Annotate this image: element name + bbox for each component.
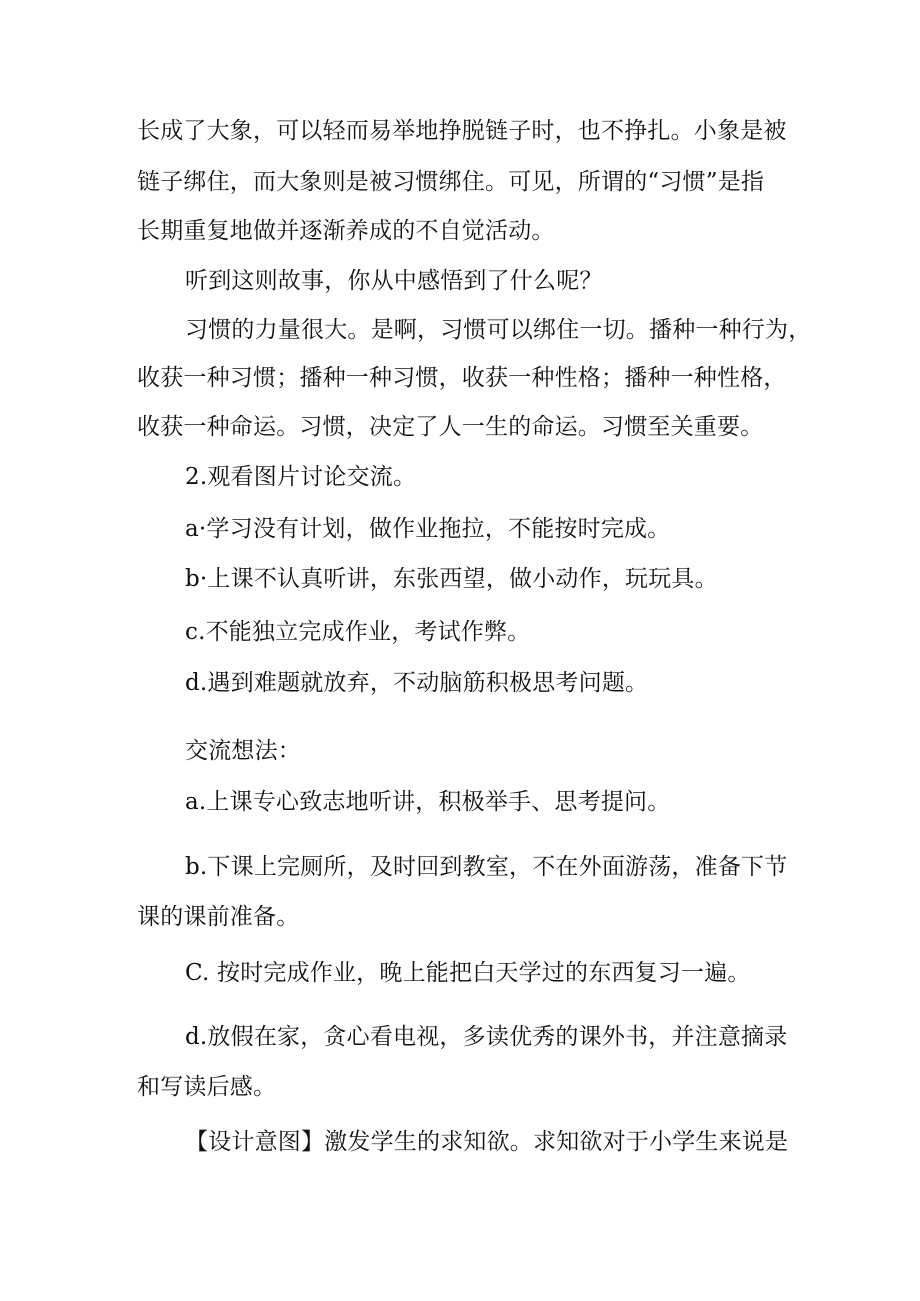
text-line: 收获一种命运。习惯，决定了人一生的命运。习惯至关重要。 [137, 414, 764, 440]
text-line: b.下课上完厕所，及时回到教室，不在外面游荡，准备下节 [185, 854, 788, 880]
text-line: d.遇到难题就放弃，不动脑筋积极思考问题。 [185, 670, 649, 696]
text-line: 收获一种习惯；播种一种习惯，收获一种性格；播种一种性格， [137, 365, 787, 391]
text-line: b·上课不认真听讲，东张西望，做小动作，玩玩具。 [185, 566, 718, 592]
text-line: 课的课前准备。 [137, 904, 300, 930]
text-line: C. 按时完成作业，晚上能把白天学过的东西复习一遍。 [185, 960, 751, 986]
text-line: 听到这则故事，你从中感悟到了什么呢？ [185, 268, 603, 294]
text-line: 习惯的力量很大。是啊，习惯可以绑住一切。播种一种行为， [185, 317, 812, 343]
text-line: c.不能独立完成作业，考试作弊。 [185, 619, 531, 645]
text-line: a·学习没有计划，做作业拖拉，不能按时完成。 [185, 516, 671, 542]
text-line: 2.观看图片讨论交流。 [185, 464, 417, 490]
text-line: d.放假在家，贪心看电视，多读优秀的课外书，并注意摘录 [185, 1024, 788, 1050]
text-line: 长成了大象，可以轻而易举地挣脱链子时，也不挣扎。小象是被 [137, 118, 787, 144]
text-line: 【设计意图】激发学生的求知欲。求知欲对于小学生来说是 [185, 1129, 789, 1155]
text-line: a.上课专心致志地听讲，积极举手、思考提问。 [185, 789, 671, 815]
text-line: 长期重复地做并逐渐养成的不自觉活动。 [137, 218, 555, 244]
text-line: 链子绑住，而大象则是被习惯绑住。可见，所谓的“习惯”是指 [137, 169, 765, 195]
text-line: 交流想法： [185, 738, 301, 764]
text-line: 和写读后感。 [137, 1074, 277, 1100]
